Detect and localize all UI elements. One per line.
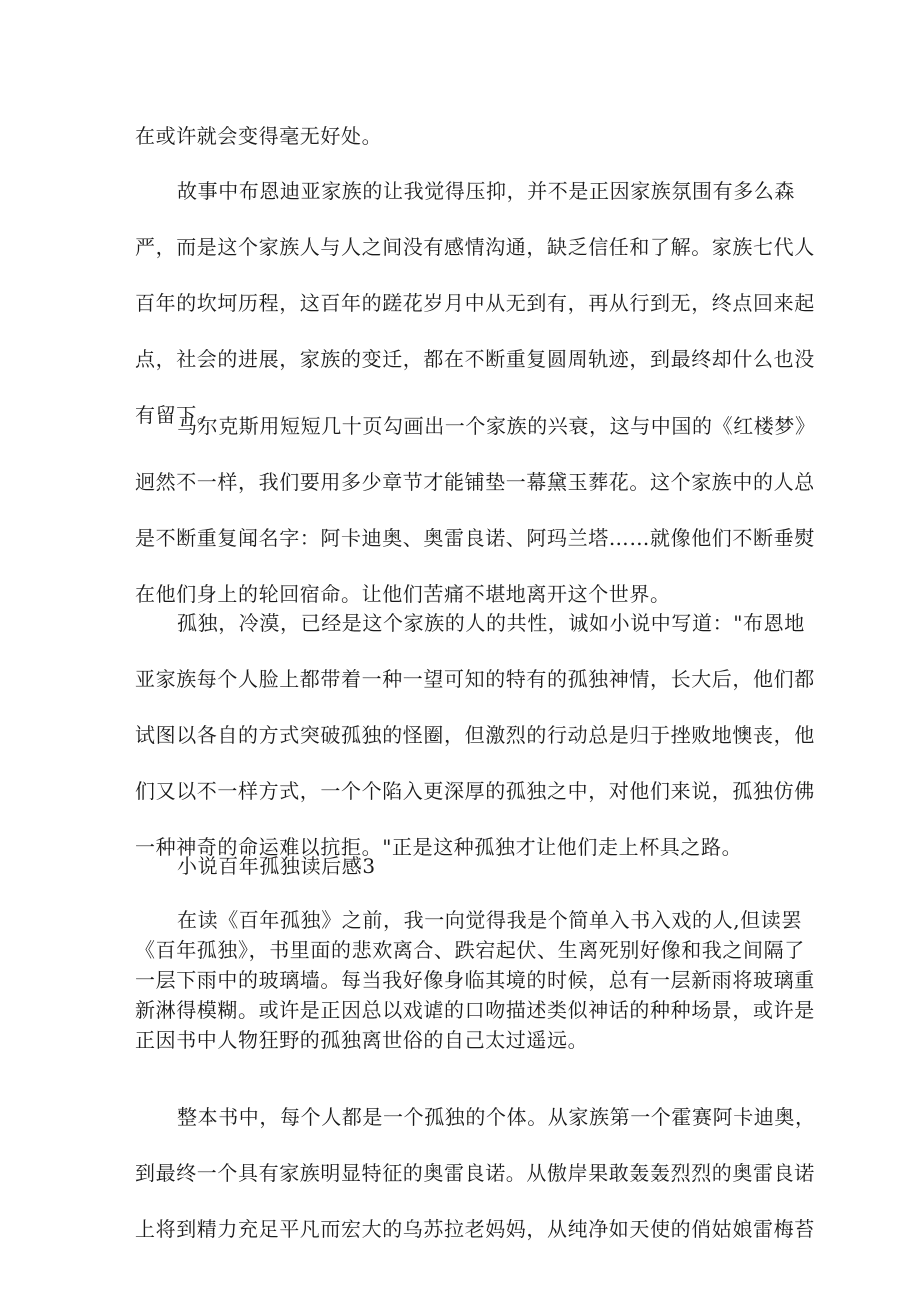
text-line: 严，而是这个家族人与人之间没有感情沟通，缺乏信任和了解。家族七代人 [135, 235, 815, 259]
text-line: 在读《百年孤独》之前，我一向觉得我是个简单入书入戏的人,但读罢 [177, 908, 802, 932]
text-line: 一种神奇的命运难以抗拒。"正是这种孤独才让他们走上杯具之路。 [135, 835, 743, 859]
text-line: 《百年孤独》，书里面的悲欢离合、跌宕起伏、生离死别好像和我之间隔了 [135, 938, 805, 962]
text-line: 百年的坎坷历程，这百年的蹉花岁月中从无到有，再从行到无，终点回来起 [135, 291, 815, 315]
paragraph-loneliness-quote [135, 607, 815, 859]
paragraph-before-reading [135, 904, 815, 1052]
text-line: 点，社会的进展，家族的变迁，都在不断重复圆周轨迹，到最终却什么也没 [135, 347, 815, 371]
paragraph-continuation [135, 120, 795, 148]
text-line: 在或许就会变得毫无好处。 [135, 124, 383, 148]
text-line: 孤独，冷漠，已经是这个家族的人的共性，诚如小说中写道："布恩地 [177, 611, 805, 635]
text-line: 马尔克斯用短短几十页勾画出一个家族的兴衰，这与中国的《红楼梦》 [177, 414, 816, 438]
paragraph-individuals [135, 1101, 816, 1241]
text-line: 新淋得模糊。或许是正因总以戏谑的口吻描述类似神话的种种场景，或许是 [135, 998, 815, 1022]
text-line: 在他们身上的轮回宿命。让他们苦痛不堪地离开这个世界。 [135, 582, 671, 606]
text-line: 是不断重复闻名字：阿卡迪奥、奥雷良诺、阿玛兰塔……就像他们不断垂熨 [135, 526, 815, 550]
text-line: 迥然不一样，我们要用多少章节才能铺垫一幕黛玉葬花。这个家族中的人总 [135, 470, 815, 494]
paragraph-marquez-comparison [135, 410, 816, 606]
text-line: 上将到精力充足平凡而宏大的乌苏拉老妈妈，从纯净如天使的俏姑娘雷梅苔 [135, 1217, 815, 1241]
text-line: 整本书中，每个人都是一个孤独的个体。从家族第一个霍赛阿卡迪奥， [177, 1105, 816, 1129]
text-line: 正因书中人物狂野的孤独离世俗的自己太过遥远。 [135, 1028, 589, 1052]
text-line: 们又以不一样方式，一个个陷入更深厚的孤独之中，对他们来说，孤独仿佛 [135, 779, 815, 803]
text-line: 到最终一个具有家族明显特征的奥雷良诺。从傲岸果敢轰轰烈烈的奥雷良诺 [135, 1161, 815, 1185]
text-line: 一层下雨中的玻璃墙。每当我好像身临其境的时候，总有一层新雨将玻璃重 [135, 968, 815, 992]
text-line: 试图以各自的方式突破孤独的怪圈，但激烈的行动总是归于挫败地懊丧，他 [135, 723, 815, 747]
text-line: 亚家族每个人脸上都带着一种一望可知的特有的孤独神情，长大后，他们都 [135, 667, 815, 691]
text-line: 有留下。 [135, 403, 218, 427]
section-heading: 小说百年孤独读后感3 [177, 854, 376, 878]
text-line: 故事中布恩迪亚家族的让我觉得压抑，并不是正因家族氛围有多么森 [177, 179, 795, 203]
